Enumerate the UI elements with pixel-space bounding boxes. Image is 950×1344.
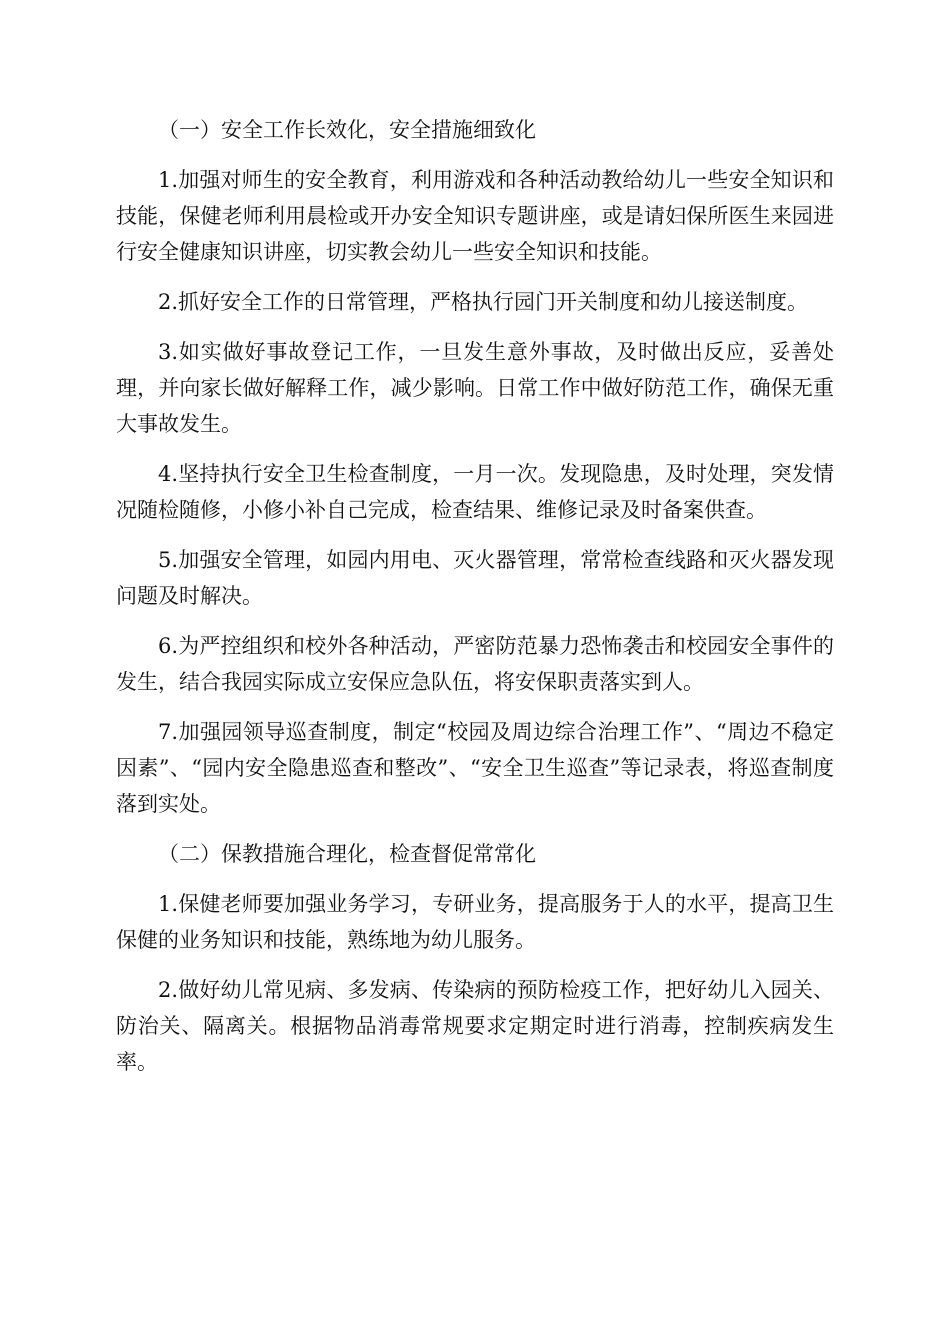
paragraph-1-1: 1.加强对师生的安全教育，利用游戏和各种活动教给幼儿一些安全知识和技能，保健老师利用晨检或开办安全知识专题讲座，或是请妇保所医生来园进行安全健康知识讲座，切实教会幼儿一些安全知识和技能。 xyxy=(116,168,834,264)
paragraph-1-7: 7.加强园领导巡查制度，制定“校园及周边综合治理工作”、“周边不稳定因素”、“园内安全隐患巡查和整改”、“安全卫生巡查”等记录表，将巡查制度落到实处。 xyxy=(116,720,834,816)
document-page xyxy=(116,112,834,1094)
paragraph-1-4: 4.坚持执行安全卫生检查制度，一月一次。发现隐患，及时处理，突发情况随检随修，小修小补自己完成，检查结果、维修记录及时备案供查。 xyxy=(116,462,834,522)
paragraph-1-5: 5.加强安全管理，如园内用电、灭火器管理，常常检查线路和灭火器发现问题及时解决。 xyxy=(116,548,834,608)
paragraph-1-2: 2.抓好安全工作的日常管理，严格执行园门开关制度和幼儿接送制度。 xyxy=(158,290,809,314)
section-heading-2: （二）保教措施合理化，检查督促常常化 xyxy=(158,842,536,866)
section-heading-1: （一）安全工作长效化，安全措施细致化 xyxy=(158,118,536,142)
paragraph-1-6: 6.为严控组织和校外各种活动，严密防范暴力恐怖袭击和校园安全事件的发生，结合我园实际成立安保应急队伍，将安保职责落实到人。 xyxy=(116,634,834,694)
paragraph-2-2: 2.做好幼儿常见病、多发病、传染病的预防检疫工作，把好幼儿入园关、防治关、隔离关。根据物品消毒常规要求定期定时进行消毒，控制疾病发生率。 xyxy=(116,978,834,1074)
paragraph-1-3: 3.如实做好事故登记工作，一旦发生意外事故，及时做出反应，妥善处理，并向家长做好解释工作，减少影响。日常工作中做好防范工作，确保无重大事故发生。 xyxy=(116,340,834,436)
paragraph-2-1: 1.保健老师要加强业务学习，专研业务，提高服务于人的水平，提高卫生保健的业务知识和技能，熟练地为幼儿服务。 xyxy=(116,892,834,952)
